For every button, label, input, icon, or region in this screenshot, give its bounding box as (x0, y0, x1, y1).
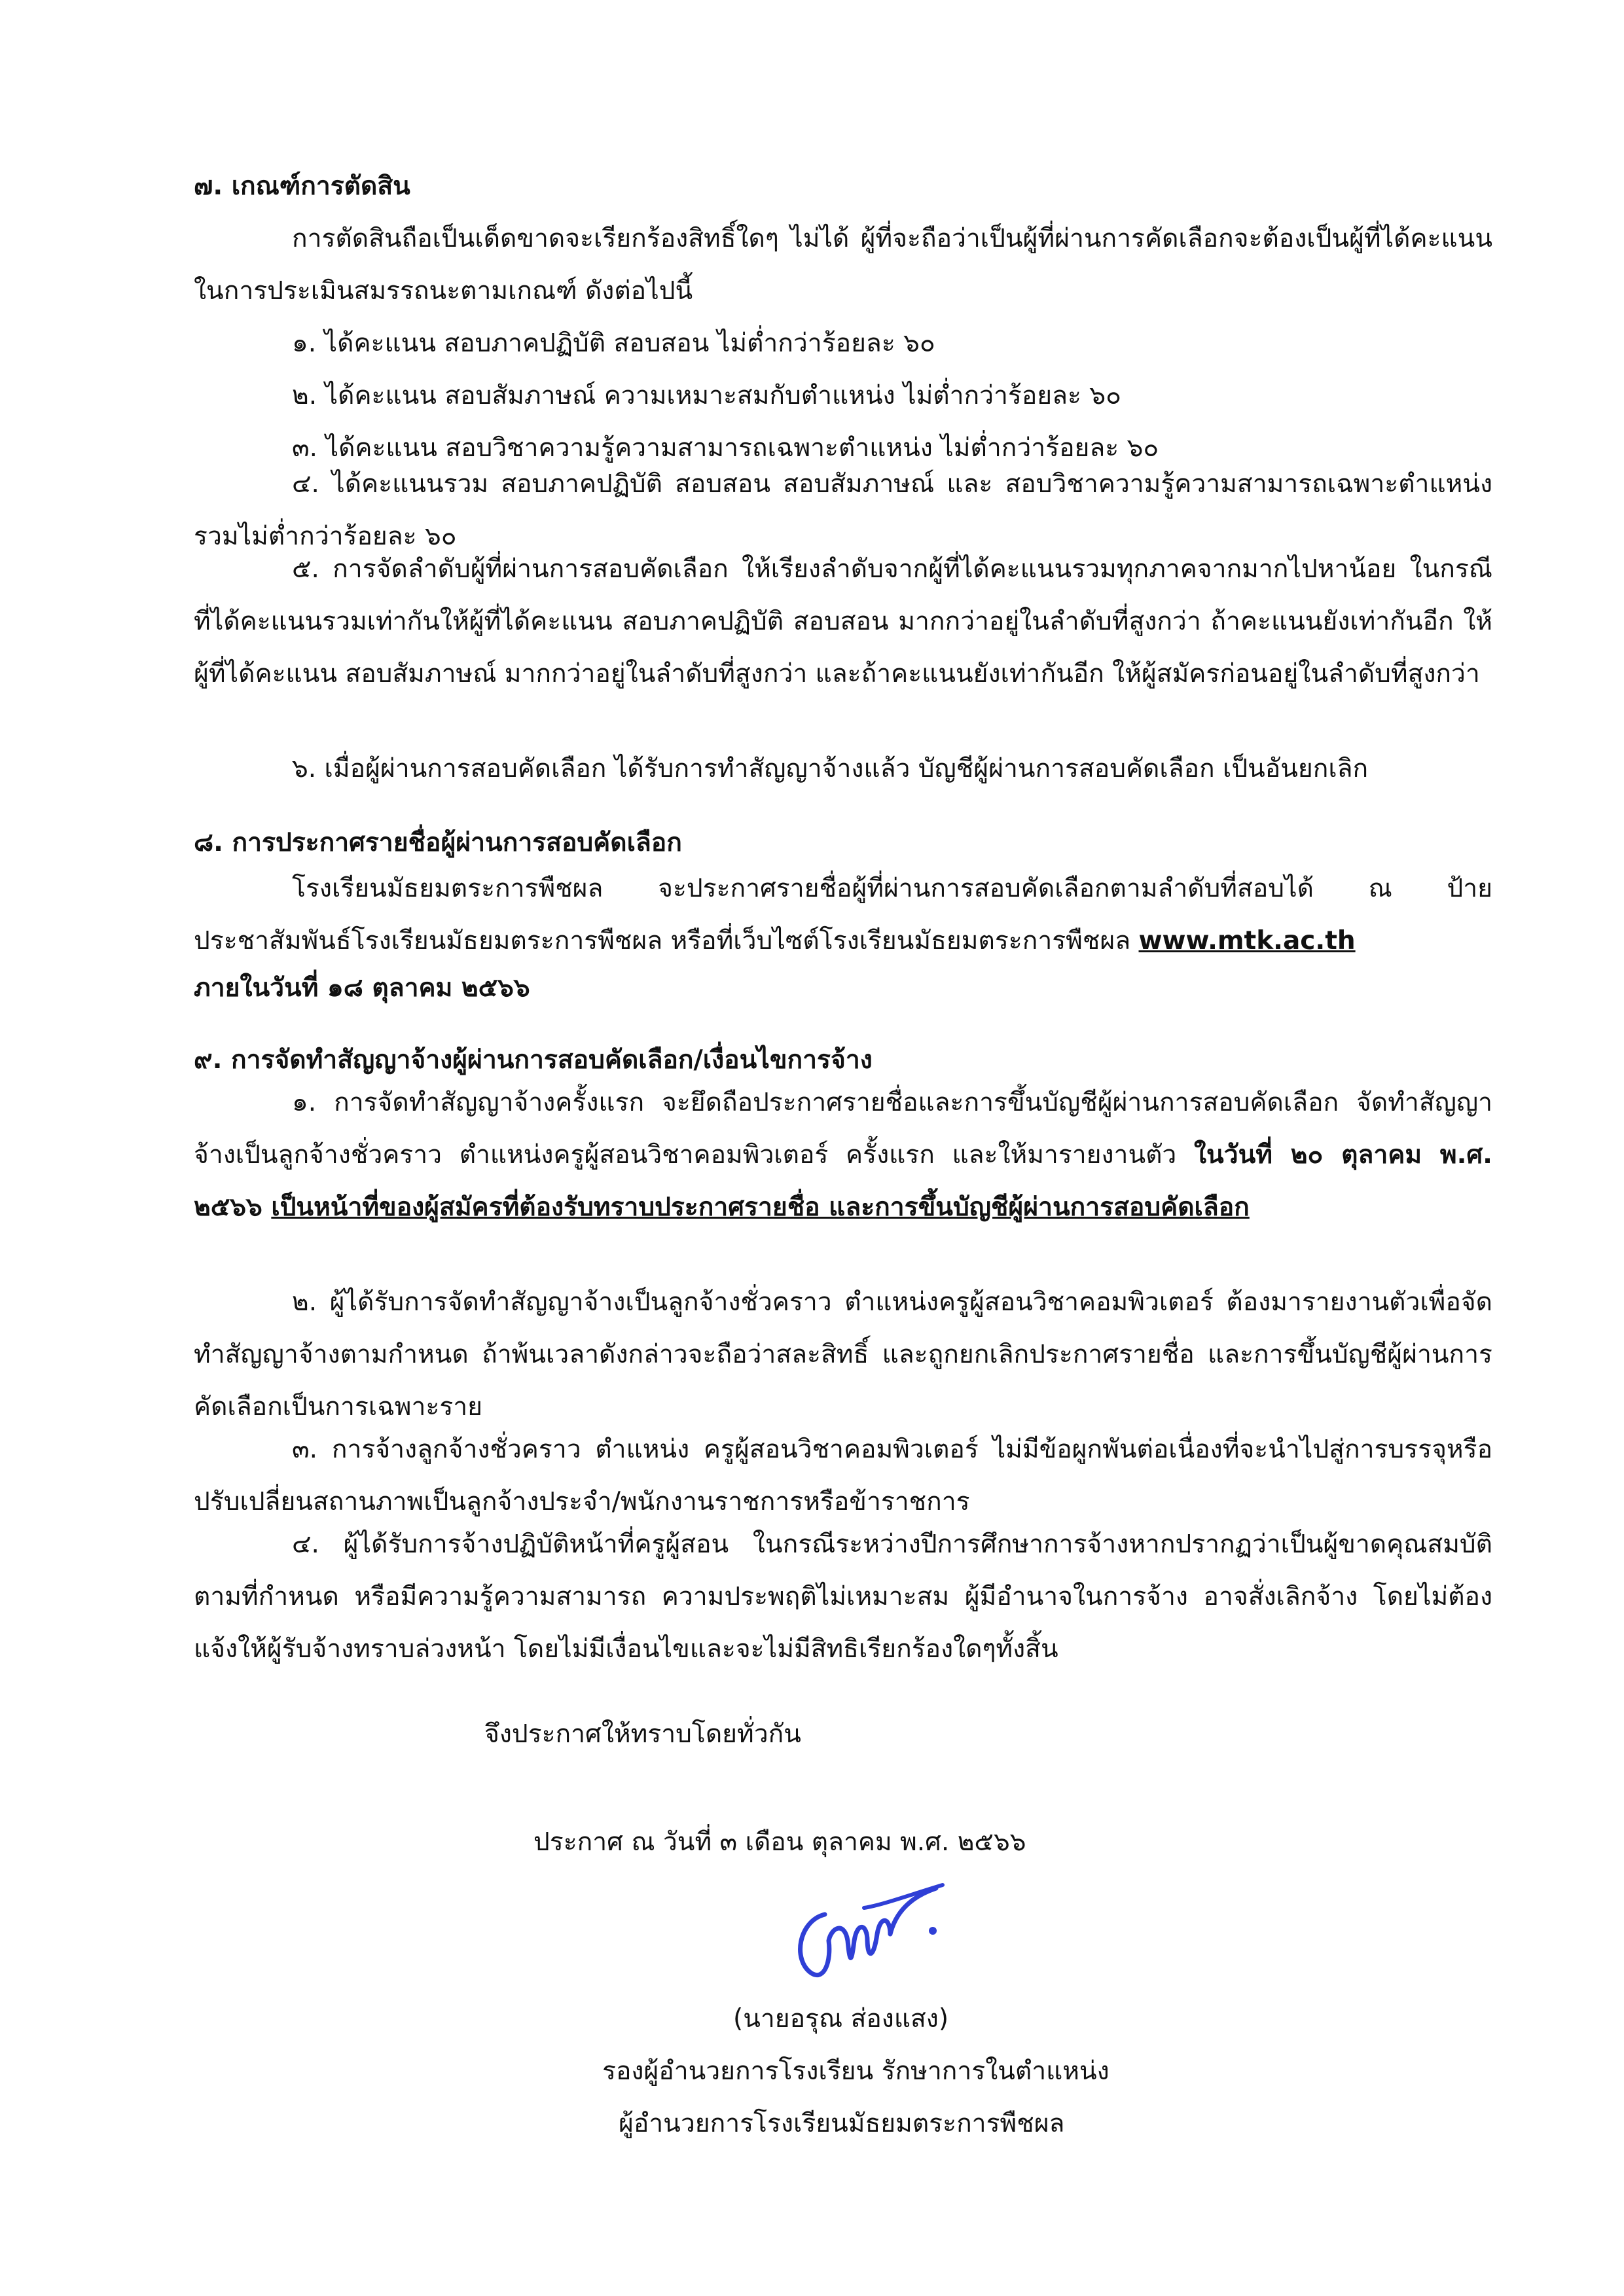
section7-intro: การตัดสินถือเป็นเด็ดขาดจะเรียกร้องสิทธิ์ใดๆ ไม่ได้ ผู้ที่จะถือว่าเป็นผู้ที่ผ่านการคัดเลือกจะต้องเป็นผู้ที่ได้คะแนนในการประเมินสมรรถนะตามเกณฑ์ ดังต่อไปนี้ (194, 224, 1492, 306)
section9-item-2: ๒. ผู้ได้รับการจัดทำสัญญาจ้างเป็นลูกจ้างชั่วคราว ตำแหน่งครูผู้สอนวิชาคอมพิวเตอร์ ต้องมารายงานตัวเพื่อจัดทำสัญญาจ้างตามกำหนด ถ้าพ้นเวลาดังกล่าวจะถือว่าสละสิทธิ์ และถูกยกเลิกประกาศรายชื่อ และการขึ้นบัญชีผู้ผ่านการคัดเลือกเป็นการเฉพาะราย (194, 1287, 1492, 1422)
announce-date: ประกาศ ณ วันที่ ๓ เดือน ตุลาคม พ.ศ. ๒๕๖๖ (533, 1827, 1026, 1857)
section7-item-3: ๓. ได้คะแนน สอบวิชาความรู้ความสามารถเฉพาะตำแหน่ง ไม่ต่ำกว่าร้อยละ ๖๐ (292, 433, 1159, 463)
website-link[interactable]: www.mtk.ac.th (1138, 926, 1356, 956)
section7-item-2: ๒. ได้คะแนน สอบสัมภาษณ์ ความเหมาะสมกับตำแหน่ง ไม่ต่ำกว่าร้อยละ ๖๐ (292, 381, 1121, 410)
section7-item-1: ๑. ได้คะแนน สอบภาคปฏิบัติ สอบสอน ไม่ต่ำกว่าร้อยละ ๖๐ (292, 329, 935, 358)
section8-date: ภายในวันที่ ๑๘ ตุลาคม ๒๕๖๖ (194, 973, 530, 1003)
section8-heading: ๘. การประกาศรายชื่อผู้ผ่านการสอบคัดเลือก (194, 828, 682, 857)
section7-item-4: ๔. ได้คะแนนรวม สอบภาคปฏิบัติ สอบสอน สอบสัมภาษณ์ และ สอบวิชาความรู้ความสามารถเฉพาะตำแหน่ง รวมไม่ต่ำกว่าร้อยละ ๖๐ (194, 469, 1492, 551)
section9-item-4: ๔. ผู้ได้รับการจ้างปฏิบัติหน้าที่ครูผู้สอน ในกรณีระหว่างปีการศึกษาการจ้างหากปรากฏว่าเป็นผู้ขาดคุณสมบัติตามที่กำหนด หรือมีความรู้ความสามารถ ความประพฤติไม่เหมาะสม ผู้มีอำนาจในการจ้าง อาจสั่งเลิกจ้าง โดยไม่ต้องแจ้งให้ผู้รับจ้างทราบล่วงหน้า โดยไม่มีเงื่อนไขและจะไม่มีสิทธิเรียกร้องใดๆทั้งสิ้น (194, 1530, 1492, 1664)
section9-item-3: ๓. การจ้างลูกจ้างชั่วคราว ตำแหน่ง ครูผู้สอนวิชาคอมพิวเตอร์ ไม่มีข้อผูกพันต่อเนื่องที่จะนำไปสู่การบรรจุหรือปรับเปลี่ยนสถานภาพเป็นลูกจ้างประจำ/พนักงานราชการหรือข้าราชการ (194, 1435, 1492, 1516)
signature-image (785, 1869, 956, 1986)
closing-announce: จึงประกาศให้ทราบโดยทั่วกัน (484, 1719, 801, 1749)
section8-body: โรงเรียนมัธยมตระการพืชผล จะประกาศรายชื่อผู้ที่ผ่านการสอบคัดเลือกตามลำดับที่สอบได้ ณ ป้ายประชาสัมพันธ์โรงเรียนมัธยมตระการพืชผล หรือที่เว็บไซต์โรงเรียนมัธยมตระการพืชผล (194, 874, 1492, 956)
section8-text (194, 863, 1492, 967)
section9-item-1-notice: เป็นหน้าที่ของผู้สมัครที่ต้องรับทราบประกาศรายชื่อ และการขึ้นบัญชีผู้ผ่านการสอบคัดเลือก (271, 1193, 1250, 1222)
section9-item-1 (194, 1077, 1492, 1234)
section9-item-1-text: ๑. การจัดทำสัญญาจ้างครั้งแรก จะยึดถือประกาศรายชื่อและการขึ้นบัญชีผู้ผ่านการสอบคัดเลือก จัดทำสัญญาจ้างเป็นลูกจ้างชั่วคราว ตำแหน่งครูผู้สอนวิชาคอมพิวเตอร์ ครั้งแรก และให้มารายงานตัว (194, 1088, 1492, 1170)
section9-heading: ๙. การจัดทำสัญญาจ้างผู้ผ่านการสอบคัดเลือก/เงื่อนไขการจ้าง (194, 1045, 873, 1075)
signer-title-2: ผู้อำนวยการโรงเรียนมัธยมตระการพืชผล (619, 2109, 1065, 2138)
section7-item-6: ๖. เมื่อผู้ผ่านการสอบคัดเลือก ได้รับการทำสัญญาจ้างแล้ว บัญชีผู้ผ่านการสอบคัดเลือก เป็นอันยกเลิก (292, 754, 1369, 783)
section9-item-1-date: ในวันที่ ๒๐ ตุลาคม พ.ศ. ๒๕๖๖ (194, 1140, 1492, 1222)
section7-heading: ๗. เกณฑ์การตัดสิน (194, 171, 410, 201)
signer-title-1: รองผู้อำนวยการโรงเรียน รักษาการในตำแหน่ง (602, 2056, 1110, 2086)
signer-name: (นายอรุณ ส่องแสง) (733, 2004, 949, 2034)
section7-item-5: ๕. การจัดลำดับผู้ที่ผ่านการสอบคัดเลือก ให้เรียงลำดับจากผู้ที่ได้คะแนนรวมทุกภาคจากมากไปหาน้อย ในกรณีที่ได้คะแนนรวมเท่ากันให้ผู้ที่ได้คะแนน สอบภาคปฏิบัติ สอบสอน มากกว่าอยู่ในลำดับที่สูงกว่า ถ้าคะแนนยังเท่ากันอีก ให้ผู้ที่ได้คะแนน สอบสัมภาษณ์ มากกว่าอยู่ในลำดับที่สูงกว่า และถ้าคะแนนยังเท่ากันอีก ให้ผู้สมัครก่อนอยู่ในลำดับที่สูงกว่า (194, 554, 1492, 689)
